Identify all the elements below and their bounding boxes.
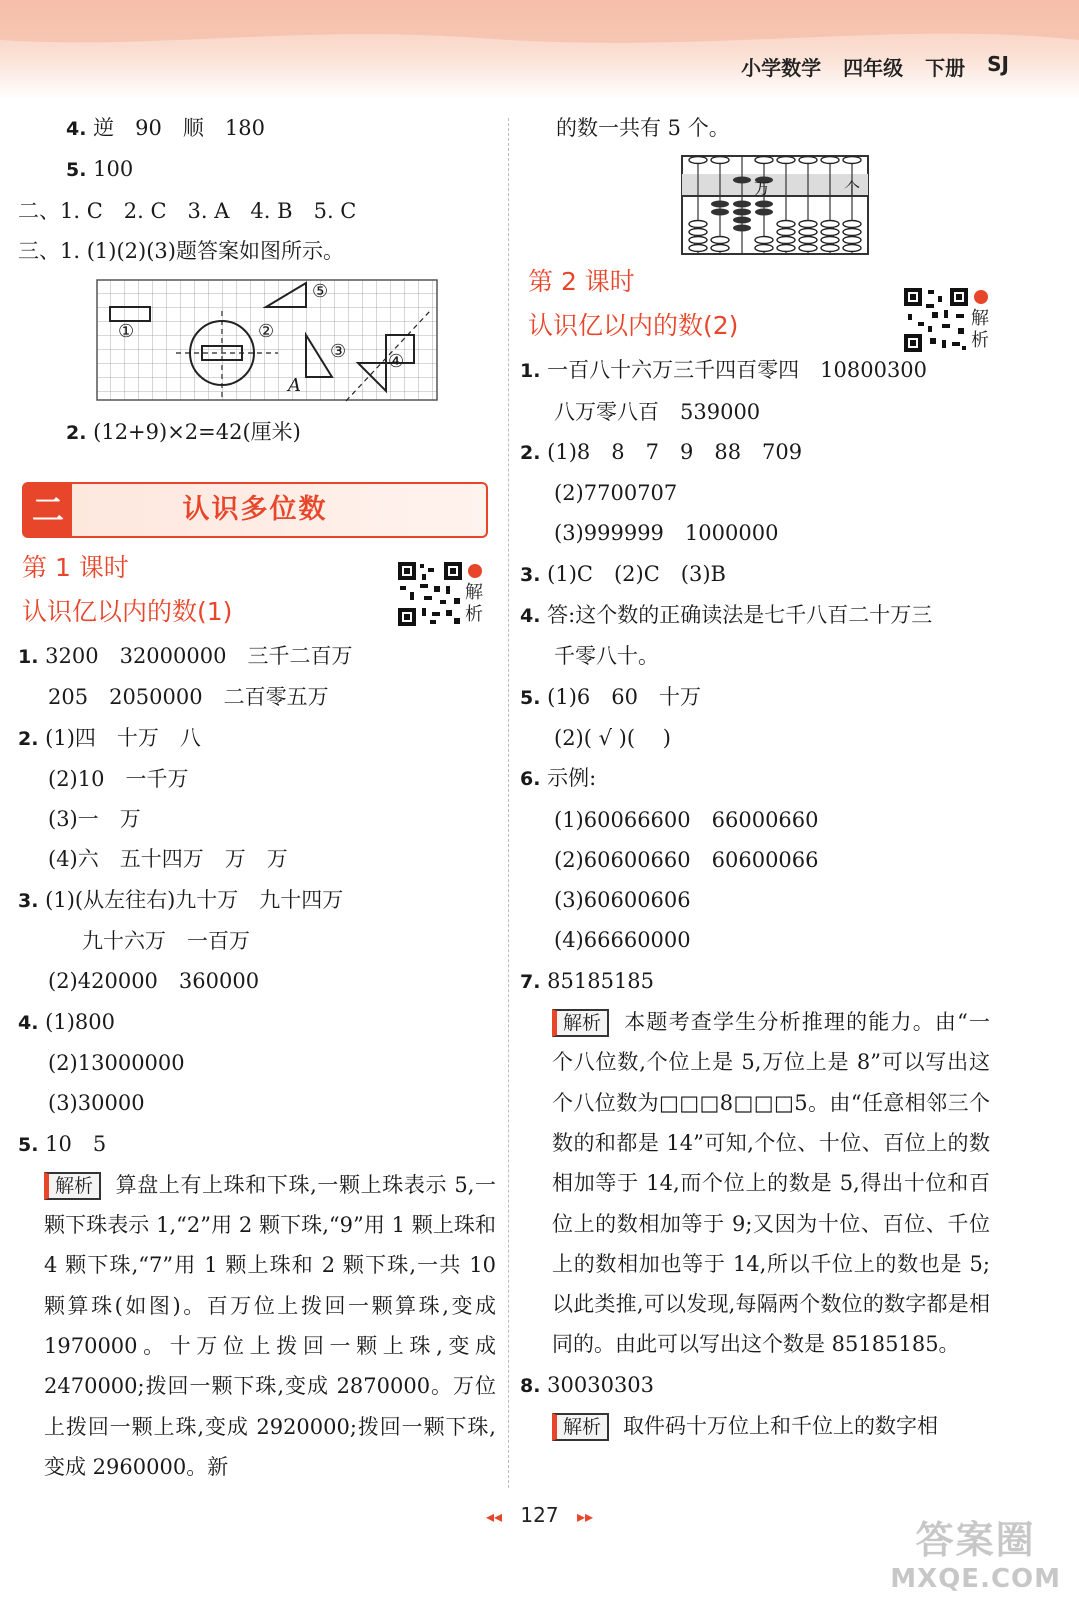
answer-line <box>18 921 493 961</box>
item-text: (1)60066600 66000660 <box>554 807 819 832</box>
next-arrows-icon: ▸▸ <box>576 1507 594 1526</box>
item-number: 2. <box>66 422 87 445</box>
header-band <box>0 0 1079 100</box>
answer-line <box>520 554 1000 595</box>
item-text: (1)800 <box>45 1009 115 1034</box>
item-number: 5. <box>66 159 87 182</box>
answer-line <box>520 920 1000 960</box>
item-number: 7. <box>520 970 541 993</box>
page-number: 127 <box>520 1503 559 1527</box>
answer-line <box>520 718 1000 758</box>
item-text: (4)66660000 <box>554 928 691 953</box>
prev-arrows-icon: ◂◂ <box>485 1507 503 1526</box>
abacus-label-wan: 万 <box>754 179 771 199</box>
item-text: 八万零八百 539000 <box>554 399 761 424</box>
item-text: (2)7700707 <box>554 481 678 506</box>
analysis-block-right-1 <box>520 1002 990 1365</box>
answer-line <box>520 392 1000 432</box>
qr-label-lesson-1: 解析 <box>465 582 483 625</box>
item-text: 85185185 <box>547 968 655 993</box>
item-text: 30030303 <box>547 1372 655 1397</box>
analysis-block-right-2 <box>520 1406 990 1446</box>
item-text: 逆 90 顺 180 <box>93 116 265 140</box>
answer-line <box>18 1124 493 1165</box>
analysis-tag: 解析 <box>44 1172 101 1200</box>
answer-line <box>18 231 493 271</box>
item-number: 4. <box>520 605 541 628</box>
item-text: 答:这个数的正确读法是七千八百二十万三 <box>547 603 933 628</box>
item-number: 5. <box>18 1133 39 1156</box>
answer-line <box>18 636 493 677</box>
item-text: (1)C (2)C (3)B <box>547 561 726 586</box>
item-text: 千零八十。 <box>554 644 659 669</box>
header-subject: 小学数学 <box>741 56 822 80</box>
item-number: 3. <box>520 563 541 586</box>
play-icon <box>974 290 988 304</box>
unit-banner <box>22 482 488 538</box>
header-wave <box>0 0 1079 100</box>
item-number: 2. <box>520 441 541 464</box>
item-text: (1)8 8 7 9 88 709 <box>547 439 803 464</box>
analysis-text: 本题考查学生分析推理的能力。由“一个八位数,个位上是 5,万位上是 8”可以写出这个八位数为□□□8□□□5。由“任意相邻三个数的和都是 14”可知,个位、十位、百位上的数相加等于 14,而个位上的数是 5,得出十位和百位上的数相加等于 9;又因为十位、百位、千位上的数相加也等于 14,所以千位上的数也是 5;以此类推,可以发现,每隔两个数位的数字都是相同的。由此可以写出这个数是 85185185。 <box>552 1010 990 1357</box>
qr-icon <box>902 286 970 354</box>
item-text: (1)6 60 十万 <box>547 684 701 709</box>
grid-figure <box>96 279 441 404</box>
header-volume: 下册 <box>925 56 966 80</box>
abacus-label-ge: 个 <box>844 179 861 199</box>
answer-line <box>520 758 1000 799</box>
qr-icon <box>396 560 464 628</box>
answer-line <box>520 961 1000 1002</box>
answer-line <box>520 595 1000 636</box>
item-text: 示例: <box>547 766 597 791</box>
item-number: 1. <box>520 360 541 383</box>
item-text: (2)420000 360000 <box>48 969 260 994</box>
item-text: 3200 32000000 三千二百万 <box>45 644 353 668</box>
analysis-tag: 解析 <box>552 1413 609 1441</box>
qr-code-lesson-2[interactable] <box>902 286 970 358</box>
answer-line <box>520 800 1000 840</box>
book-header <box>741 52 1009 81</box>
analysis-block-left <box>18 1165 496 1487</box>
answer-line <box>520 636 1000 676</box>
answer-line <box>520 108 1000 148</box>
item-text: (2)13000000 <box>48 1050 185 1075</box>
answer-line <box>18 412 493 453</box>
lesson-title: 认识亿以内的数(1) <box>22 597 233 626</box>
figure-label-4: ④ <box>388 351 405 373</box>
column-divider <box>508 118 509 1488</box>
item-text: 三、1. (1)(2)(3)题答案如图所示。 <box>18 238 344 263</box>
item-text: 二、1. C 2. C 3. A 4. B 5. C <box>18 198 357 223</box>
answer-line <box>18 839 493 879</box>
header-grade: 四年级 <box>843 56 904 80</box>
answer-line <box>18 718 493 759</box>
item-text: (2)10 一千万 <box>48 766 189 791</box>
unit-number: 二 <box>24 484 72 536</box>
item-text: 205 2050000 二百零五万 <box>48 685 329 710</box>
item-text: 九十六万 一百万 <box>82 929 250 954</box>
answer-line <box>18 880 493 921</box>
answer-line <box>520 677 1000 718</box>
item-text: (1)四 十万 八 <box>45 725 201 750</box>
item-number: 3. <box>18 889 39 912</box>
answer-line <box>520 473 1000 513</box>
left-answers <box>18 636 496 1487</box>
answer-line <box>18 149 493 190</box>
lesson-title: 认识亿以内的数(2) <box>528 311 739 341</box>
analysis-tag: 解析 <box>552 1009 609 1037</box>
analysis-text: 算盘上有上珠和下珠,一颗上珠表示 5,一颗下珠表示 1,“2”用 2 颗下珠,“9”用 1 颗上珠和 4 颗下珠,“7”用 1 颗上珠和 2 颗下珠,一共 10 颗算珠(如图)。百万位上拨回一颗算珠,变成 1970000。十万位上拨回一颗上珠,变成 2470000;拨回一颗下珠,变成 2870000。万位上拨回一颗上珠,变成 2920000;拨回一颗下珠,变成 2960000。新 <box>44 1172 496 1479</box>
item-text: (4)六 五十四万 万 万 <box>48 847 288 872</box>
answer-line <box>18 961 493 1001</box>
abacus-svg <box>680 154 870 256</box>
answer-line <box>18 108 493 149</box>
answer-line <box>520 432 1000 473</box>
answer-line <box>520 1365 1000 1406</box>
item-text: (12+9)×2=42(厘米) <box>93 420 301 445</box>
lesson-label: 第 1 课时 <box>22 553 129 582</box>
item-number: 2. <box>18 727 39 750</box>
header-edition: SJ <box>987 52 1009 76</box>
watermark <box>890 1509 1061 1594</box>
abacus-figure <box>680 154 870 256</box>
answer-line <box>520 880 1000 920</box>
item-text: 100 <box>93 157 134 182</box>
item-text: (3)30000 <box>48 1091 145 1116</box>
item-number: 1. <box>18 646 39 668</box>
answer-line <box>18 1043 493 1083</box>
item-text: (2)60600660 60600066 <box>554 847 819 872</box>
answer-line <box>520 840 1000 880</box>
figure-label-a: A <box>288 375 301 397</box>
answer-line <box>18 1002 493 1043</box>
answer-line <box>520 513 1000 553</box>
figure-label-3: ③ <box>330 341 347 363</box>
figure-label-5: ⑤ <box>312 281 329 303</box>
item-text: (3)999999 1000000 <box>554 521 779 546</box>
unit-title: 认识多位数 <box>182 494 328 525</box>
item-text: 10 5 <box>45 1131 107 1156</box>
answer-line <box>18 191 493 231</box>
item-text: (3)一 万 <box>48 807 141 832</box>
watermark-line-2: MXQE.COM <box>890 1564 1061 1594</box>
play-icon <box>468 564 482 578</box>
figure-label-1: ① <box>118 321 135 343</box>
answer-line <box>18 1083 493 1123</box>
lesson-label: 第 2 课时 <box>528 267 635 297</box>
item-text: 一百八十六万三千四百零四 10800300 <box>547 358 928 383</box>
item-number: 5. <box>520 686 541 709</box>
item-text: (3)60600606 <box>554 888 691 913</box>
qr-code-lesson-1[interactable] <box>396 560 464 632</box>
item-number: 8. <box>520 1374 541 1397</box>
item-number: 4. <box>66 118 87 140</box>
item-text: (2)( √ )( ) <box>554 725 671 750</box>
answer-line <box>18 759 493 799</box>
watermark-line-1: 答案圈 <box>915 1518 1036 1562</box>
left-column <box>18 108 493 453</box>
lesson-1-heading <box>22 546 232 634</box>
answer-line <box>18 677 493 717</box>
item-number: 4. <box>18 1011 39 1034</box>
analysis-text: 取件码十万位上和千位上的数字相 <box>623 1414 939 1439</box>
figure-label-2: ② <box>258 321 275 343</box>
item-number: 6. <box>520 768 541 791</box>
item-text: 的数一共有 5 个。 <box>556 116 730 140</box>
qr-label-lesson-2: 解析 <box>971 308 989 351</box>
item-text: (1)(从左往右)九十万 九十四万 <box>45 887 344 912</box>
answer-line <box>18 799 493 839</box>
